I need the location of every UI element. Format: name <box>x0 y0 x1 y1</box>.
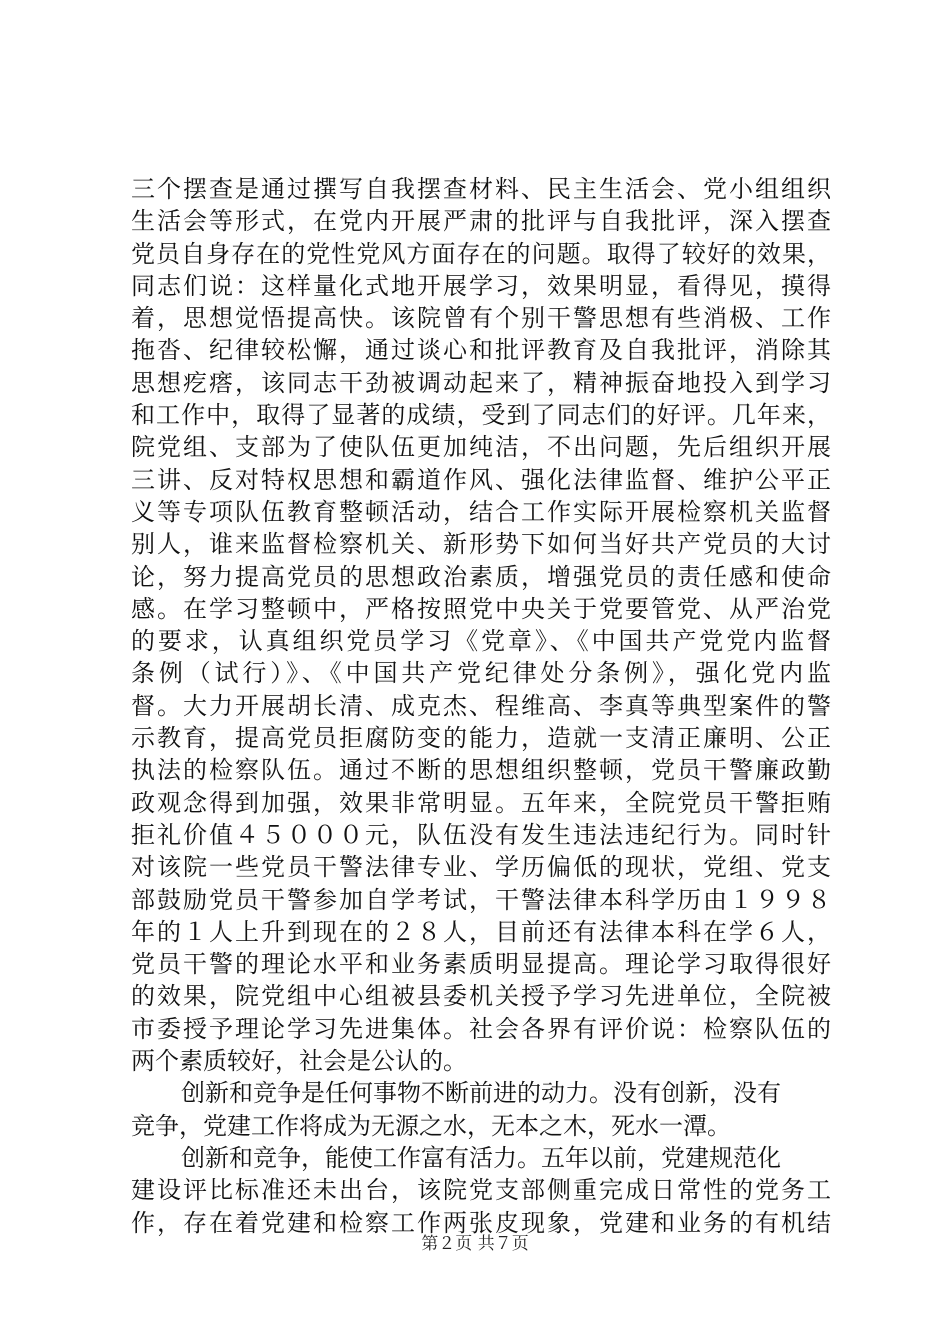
text-line: 党员自身存在的党性党风方面存在的问题。取得了较好的效果， <box>131 239 831 268</box>
text-line: 义等专项队伍教育整顿活动，结合工作实际开展检察机关监督 <box>131 497 831 526</box>
text-line: 的效果，院党组中心组被县委机关授予学习先进单位，全院被 <box>131 982 831 1011</box>
text-line: 生活会等形式，在党内开展严肃的批评与自我批评，深入摆查 <box>131 207 831 236</box>
text-line: 三讲、反对特权思想和霸道作风、强化法律监督、维护公平正 <box>131 465 831 494</box>
text-line: 三个摆查是通过撰写自我摆查材料、民主生活会、党小组组织 <box>131 175 831 203</box>
text-line: 的要求，认真组织党员学习《党章》、《中国共产党党内监督 <box>131 627 831 656</box>
text-line: 院党组、支部为了使队伍更加纯洁，不出问题，先后组织开展 <box>131 433 831 462</box>
text-line: 督。大力开展胡长清、成克杰、程维高、李真等典型案件的警 <box>131 691 831 720</box>
text-line: 感。在学习整顿中，严格按照党中央关于党要管党、从严治党 <box>131 594 831 623</box>
text-line: 政观念得到加强，效果非常明显。五年来，全院党员干警拒贿 <box>131 788 831 817</box>
text-line: 年的１人上升到现在的２８人，目前还有法律本科在学６人， <box>131 917 831 946</box>
text-line: 对该院一些党员干警法律专业、学历偏低的现状，党组、党支 <box>131 853 831 882</box>
text-line: 论，努力提高党员的思想政治素质，增强党员的责任感和使命 <box>131 562 831 591</box>
text-line: 同志们说：这样量化式地开展学习，效果明显，看得见，摸得 <box>131 271 831 300</box>
text-line: 示教育，提高党员拒腐防变的能力，造就一支清正廉明、公正 <box>131 724 831 753</box>
text-line: 市委授予理论学习先进集体。社会各界有评价说：检察队伍的 <box>131 1014 831 1043</box>
text-line: 创新和竞争，能使工作富有活力。五年以前，党建规范化 <box>181 1143 781 1172</box>
text-line: 别人，谁来监督检察机关、新形势下如何当好共产党员的大讨 <box>131 530 831 559</box>
text-line: 条例（试行）》、《中国共产党纪律处分条例》，强化党内监 <box>131 659 831 688</box>
text-line: 拒礼价值４５０００元，队伍没有发生违法违纪行为。同时针 <box>131 820 831 849</box>
text-line: 竞争，党建工作将成为无源之水，无本之木，死水一潭。 <box>131 1111 731 1140</box>
text-line: 思想疙瘩，该同志干劲被调动起来了，精神振奋地投入到学习 <box>131 368 831 397</box>
text-line: 和工作中，取得了显著的成绩，受到了同志们的好评。几年来， <box>131 401 831 430</box>
text-line: 执法的检察队伍。通过不断的思想组织整顿，党员干警廉政勤 <box>131 756 831 785</box>
body-text <box>131 173 831 1239</box>
text-line: 建设评比标准还未出台，该院党支部侧重完成日常性的党务工 <box>131 1176 831 1205</box>
text-line: 着，思想觉悟提高快。该院曾有个别干警思想有些消极、工作 <box>131 304 831 333</box>
text-line: 党员干警的理论水平和业务素质明显提高。理论学习取得很好 <box>131 950 831 979</box>
text-line: 创新和竞争是任何事物不断前进的动力。没有创新，没有 <box>181 1079 781 1108</box>
text-line: 部鼓励党员干警参加自学考试，干警法律本科学历由１９９８ <box>131 885 831 914</box>
page-footer: 第２页 共７页 <box>421 1234 529 1254</box>
text-line: 拖沓、纪律较松懈，通过谈心和批评教育及自我批评，消除其 <box>131 336 831 365</box>
text-line: 两个素质较好，社会是公认的。 <box>131 1047 467 1076</box>
text-line: 作，存在着党建和检察工作两张皮现象，党建和业务的有机结 <box>131 1208 831 1237</box>
